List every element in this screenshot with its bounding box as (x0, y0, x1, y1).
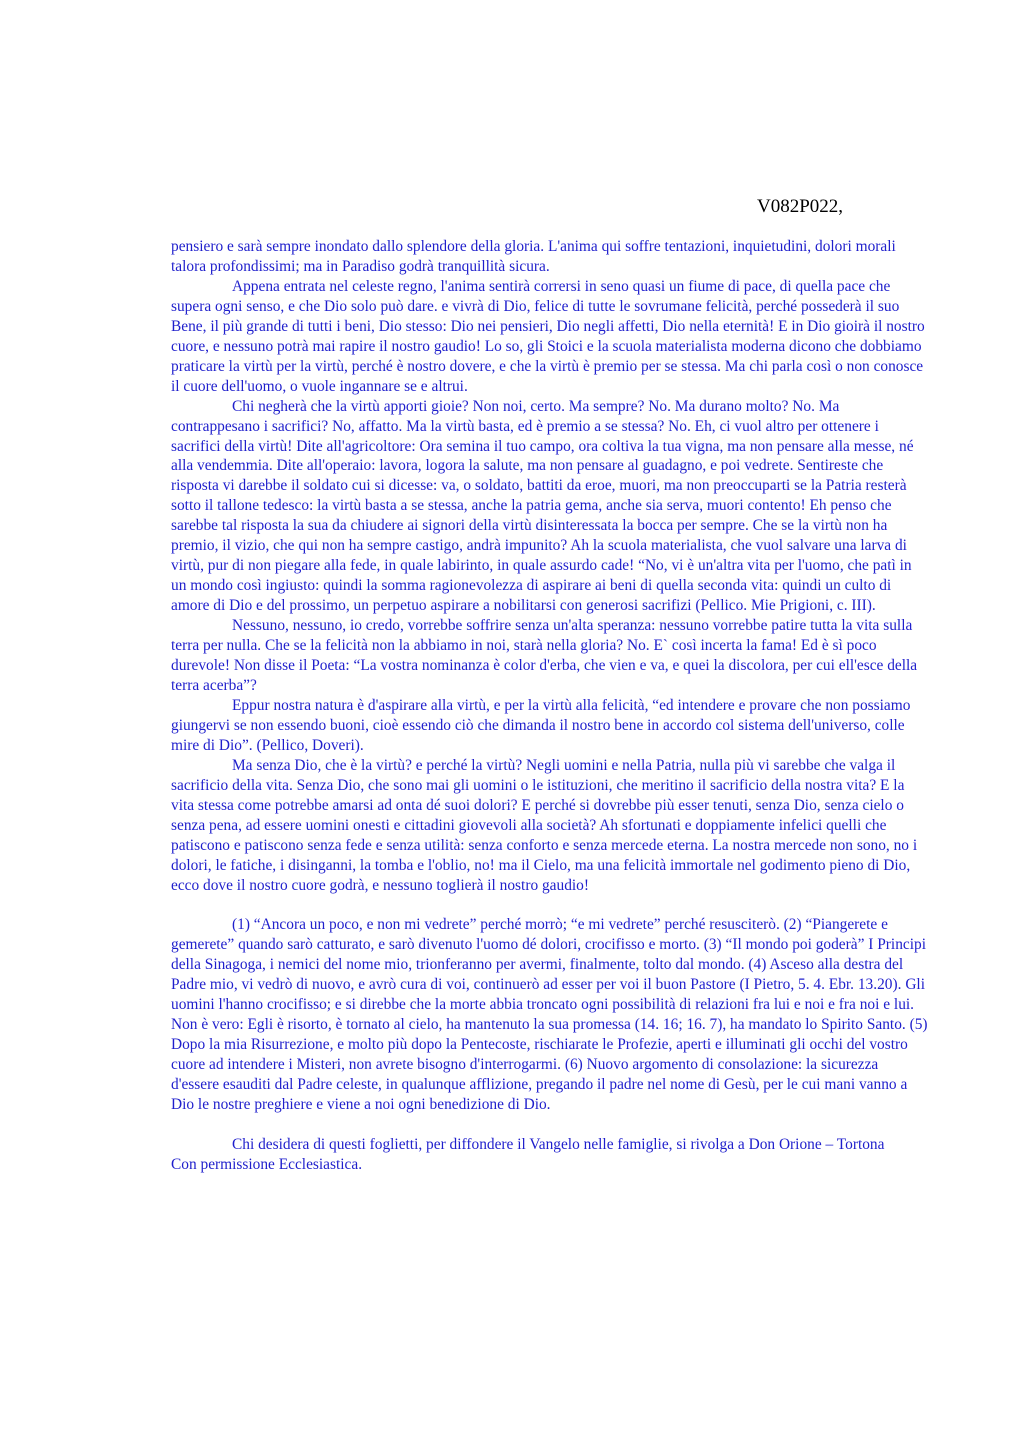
paragraph-nature: Eppur nostra natura è d'aspirare alla virtù, e per la virtù alla felicità, “ed intendere e provare che non possiamo giungervi se non essendo buoni, cioè essendo ciò che dimanda il nostro bene in accordo col sistema dell'universo, colle mire di Dio”. (Pellico, Doveri). (171, 696, 911, 754)
page-identifier: V082P022, (757, 196, 844, 217)
spacer (171, 1115, 929, 1135)
footnotes: (1) “Ancora un poco, e non mi vedrete” perché morrò; “e mi vedrete” perché resusciterò. (2) “Piangerete e gemerete” quando sarò catturato, e sarò divenuto l'uomo dé dolori, crocifisso e morto. (3) “Il mondo poi goderà” I Principi della Sinagoga, i nemici del nome mio, trionferanno per avermi, finalmente, tolto dal mondo. (4) Asceso alla destra del Padre mio, vi vedrò di nuovo, e avrò cura di voi, continuerò ad esser per voi il buon Pastore (I Pietro, 5. 4. Ebr. 13.20). Gli uomini l'hanno crocifisso; e si direbbe che la morte abbia troncato ogni possibilità di relazioni fra lui e noi e fra noi e lui. Non è vero: Egli è risorto, è tornato al cielo, ha mantenuto la sua promessa (14. 16; 16. 7), ha mandato lo Spirito Santo. (5) Dopo la mia Risurrezione, e molto più dopo la Pentecoste, rischiarate le Profezie, aperti e illuminati gli occhi del vostro cuore ad intendere i Misteri, non avrete bisogno d'interrogarmi. (6) Nuovo argomento di consolazione: la sicurezza d'essere esauditi dal Padre celeste, in qualunque afflizione, pregando il padre nel nome di Gesù, per le cui mani vanno a Dio le nostre preghiere e viene a noi ogni benedizione di Dio. (171, 916, 928, 1114)
paragraph-celestial-kingdom: Appena entrata nel celeste regno, l'anima sentirà corrersi in seno quasi un fiume di pace, di quella pace che supera ogni senso, e che Dio solo può dare. e vivrà di Dio, felice di tutte le sovrumane felicità, perché possederà il suo Bene, il più grande di tutti i beni, Dio stesso: Dio nei pensieri, Dio negli affetti, Dio nella eternità! E in Dio gioirà il nostro cuore, e nessuno potrà mai rapire il nostro gaudio! Lo so, gli Stoici e la scuola materialista moderna dicono che dobbiamo praticare la virtù per la virtù, perché è nostro dovere, e che la virtù è premio per se stessa. Ma chi parla così o non conosce il cuore dell'uomo, o vuole ingannare se e altrui. (171, 277, 925, 395)
paragraph-continuation: pensiero e sarà sempre inondato dallo splendore della gloria. L'anima qui soffre tentazioni, inquietudini, dolori morali talora profondissimi; ma in Paradiso godrà tranquillità sicura. (171, 238, 896, 275)
ecclesiastical-permission: Con permissione Ecclesiastica. (171, 1155, 363, 1173)
contact-notice: Chi desidera di questi foglietti, per diffondere il Vangelo nelle famiglie, si rivolga a Don Orione – Tortona (232, 1135, 885, 1153)
document-body (171, 237, 929, 1175)
paragraph-virtue-joys: Chi negherà che la virtù apporti gioie? Non noi, certo. Ma sempre? No. Ma durano molto? No. Ma contrappesano i sacrifici? No, affatto. Ma la virtù basta, ed è premio a se stessa? No. Eh, ci vuol altro per ottenere i sacrifici della virtù! Dite all'agricoltore: Ora semina il tuo campo, ora coltiva la tua vigna, ma non pensare alla messe, né alla vendemmia. Dite all'operaio: lavora, logora la salute, ma non pensare al guadagno, e poi vedrete. Sentireste che risposta vi darebbe il soldato cui si dicesse: va, o soldato, battiti da eroe, muori, ma non preoccuparti se la Patria resterà sotto il tallone tedesco: la virtù basta a se stessa, anche la patria gema, anche sia serva, muori contento! Eh penso che sarebbe tal risposta la sua da chiudere ai signori della virtù disinteressata la bocca per sempre. Che se la virtù non ha premio, il vizio, che qui non ha sempre castigo, andrà impunito? Ah la scuola materialista, che vuol salvare una larva di virtù, pur di non piegare alla fede, in quale labirinto, in quale assurdo cade! “No, vi è un'altra vita per l'uomo, che patì in un mondo così ingiusto: quindi la somma ragionevolezza di aspirare ai beni di quella seconda vita: quindi un culto di amore di Dio e del prossimo, un perpetuo aspirare a nobilitarsi con generosi sacrifizi (Pellico. Mie Prigioni, c. III). (171, 397, 914, 615)
paragraph-hope: Nessuno, nessuno, io credo, vorrebbe soffrire senza un'alta speranza: nessuno vorrebbe patire tutta la vita sulla terra per nulla. Che se la felicità non la abbiamo in noi, starà nella gloria? No. E` così incerta la fama! Ed è sì poco durevole! Non disse il Poeta: “La vostra nominanza è color d'erba, che vien e va, e quei la discolora, per cui ell'esce della terra acerba”? (171, 617, 918, 694)
spacer (171, 895, 929, 915)
paragraph-without-god: Ma senza Dio, che è la virtù? e perché la virtù? Negli uomini e nella Patria, nulla più vi sarebbe che valga il sacrificio della vita. Senza Dio, che sono mai gli uomini o le istituzioni, che meritino il sacrificio della nostra vita? E la vita stessa come potrebbe amarsi ad onta dé suoi dolori? E perché si dovrebbe più esser tenuti, senza Dio, senza cielo o senza pena, ad essere uomini onesti e cittadini giovevoli alla società? Ah sfortunati e doppiamente infelici quelli che patiscono e patiscono senza fede e senza utilità: senza conforto e senza mercede eterna. La nostra mercede non sono, no i dolori, le fatiche, i disinganni, la tomba e l'oblio, no! ma il Cielo, ma una felicità immortale nel godimento pieno di Dio, ecco dove il nostro cuore godrà, e nessuno toglierà il nostro gaudio! (171, 756, 918, 894)
